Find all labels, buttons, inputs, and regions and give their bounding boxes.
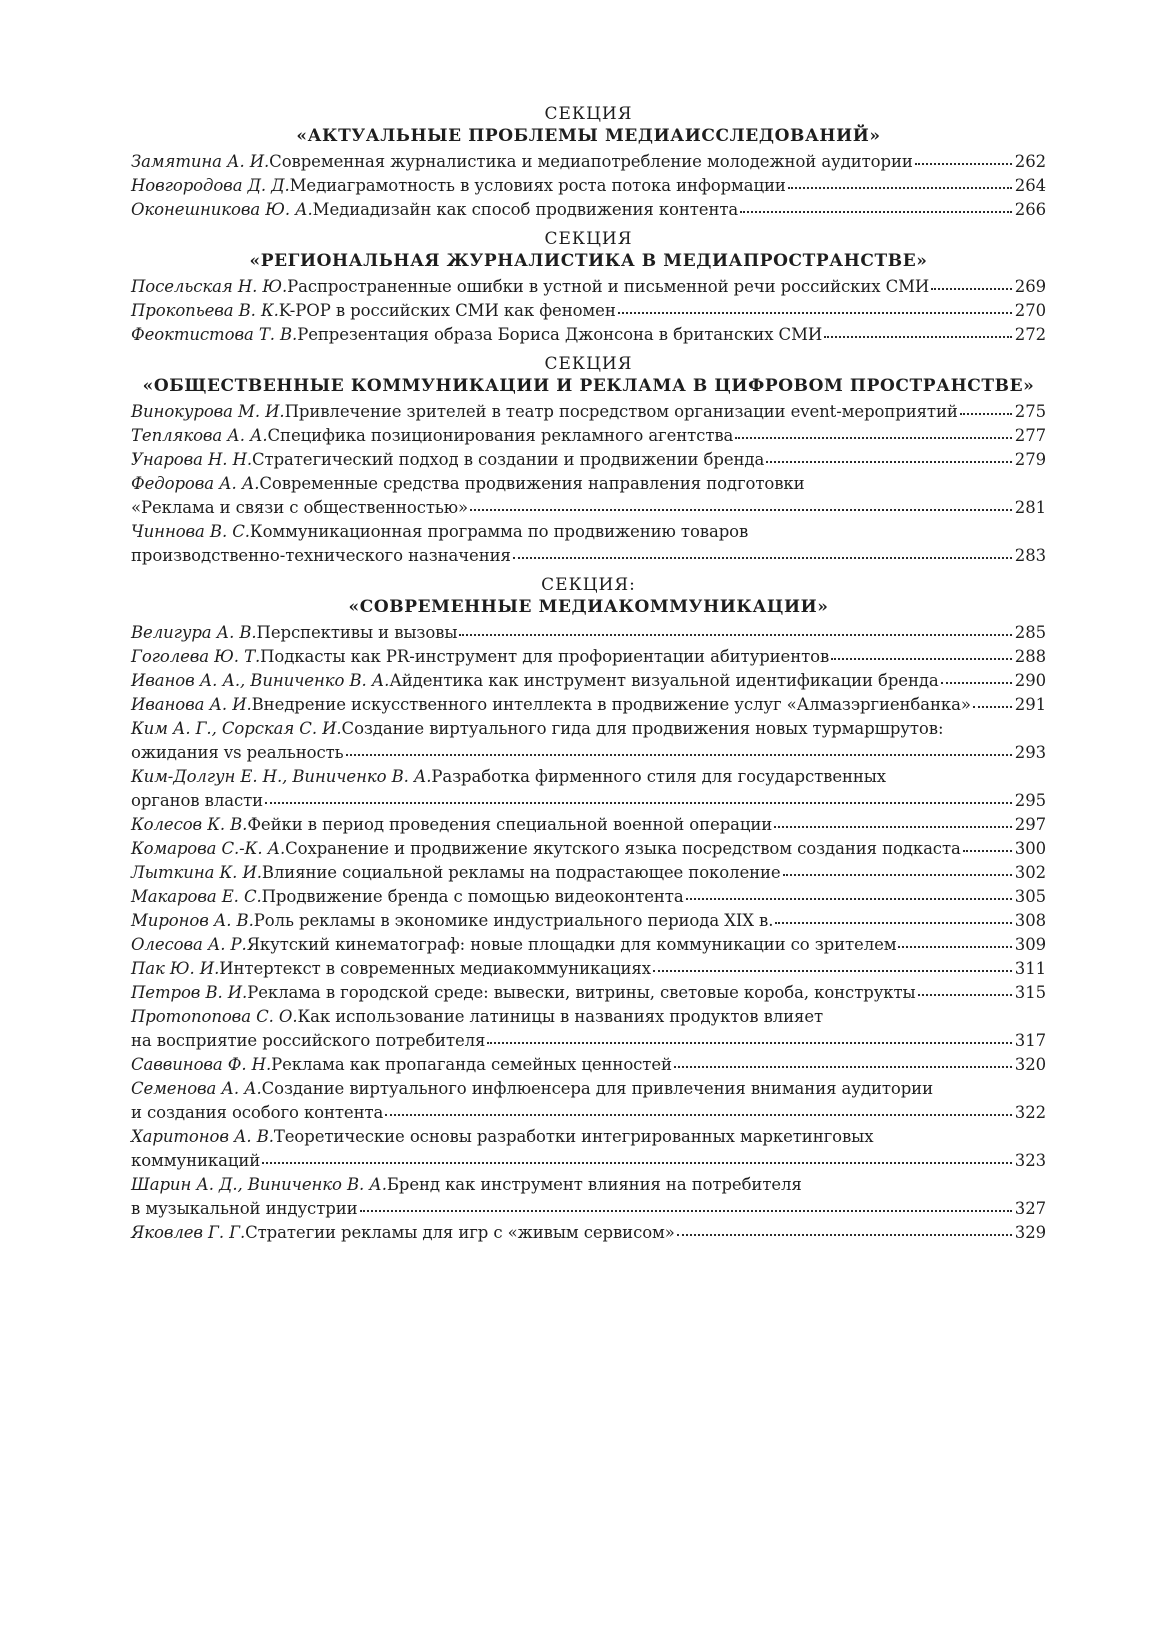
entry-line xyxy=(131,957,1046,981)
entry-title: Реклама как пропаганда семейных ценностей xyxy=(271,1055,672,1074)
entry-line xyxy=(131,275,1046,299)
section-title: «СОВРЕМЕННЫЕ МЕДИАКОММУНИКАЦИИ» xyxy=(348,597,829,617)
toc-section xyxy=(131,354,1046,568)
entry-title-continued: «Реклама и связи с общественностью» xyxy=(131,498,469,517)
entry-title-continued: ожидания vs реальность xyxy=(131,743,344,762)
dot-leader xyxy=(931,278,1012,292)
entry-line xyxy=(131,1005,1046,1029)
toc-entry xyxy=(131,621,1046,645)
entry-line xyxy=(131,645,1046,669)
entry-title: Коммуникационная программа по продвижению товаров xyxy=(249,522,749,541)
entry-line xyxy=(131,1221,1046,1245)
dot-leader xyxy=(766,451,1012,465)
entry-line xyxy=(131,424,1046,448)
entry-line xyxy=(131,789,1046,813)
entry-page-number: 277 xyxy=(1014,426,1046,445)
entry-line xyxy=(131,150,1046,174)
toc-entry xyxy=(131,1053,1046,1077)
toc-entry xyxy=(131,957,1046,981)
entry-line xyxy=(131,496,1046,520)
entry-line xyxy=(131,1101,1046,1125)
entry-author: Посельская Н. Ю. xyxy=(131,277,288,296)
entry-page-number: 270 xyxy=(1014,301,1046,320)
entry-title: Перспективы и вызовы xyxy=(256,623,458,642)
entry-line xyxy=(131,520,1046,544)
entry-page-number: 281 xyxy=(1014,498,1046,517)
section-label: СЕКЦИЯ: xyxy=(541,575,636,595)
entry-page-number: 272 xyxy=(1014,325,1046,344)
toc-entry xyxy=(131,323,1046,347)
entry-page-number: 275 xyxy=(1014,402,1046,421)
section-label: СЕКЦИЯ xyxy=(544,354,633,374)
dot-leader xyxy=(618,302,1012,316)
entry-title: Подкасты как PR-инструмент для профориентации абитуриентов xyxy=(260,647,830,666)
entry-author: Оконешникова Ю. А. xyxy=(131,200,313,219)
dot-leader xyxy=(735,427,1012,441)
entry-author: Теплякова А. А. xyxy=(131,426,268,445)
entry-title: Медиаграмотность в условиях роста потока информации xyxy=(289,176,786,195)
entry-author: Миронов А. В. xyxy=(131,911,254,930)
entry-page-number: 317 xyxy=(1014,1031,1046,1050)
entry-line xyxy=(131,1149,1046,1173)
entry-author: Семенова А. А. xyxy=(131,1079,262,1098)
entry-page-number: 323 xyxy=(1014,1151,1046,1170)
entry-author: Саввинова Ф. Н. xyxy=(131,1055,272,1074)
entry-title: Продвижение бренда с помощью видеоконтента xyxy=(261,887,684,906)
section-label: СЕКЦИЯ xyxy=(544,104,633,124)
entry-title: Айдентика как инструмент визуальной идентификации бренда xyxy=(389,671,939,690)
entry-page-number: 295 xyxy=(1014,791,1046,810)
entry-page-number: 264 xyxy=(1014,176,1046,195)
dot-leader xyxy=(775,912,1011,926)
dot-leader xyxy=(686,888,1012,902)
dot-leader xyxy=(963,840,1012,854)
entry-author: Ким А. Г., Сорская С. И. xyxy=(131,719,342,738)
dot-leader xyxy=(788,177,1012,191)
entry-page-number: 285 xyxy=(1014,623,1046,642)
dot-leader xyxy=(783,864,1012,878)
entry-author: Велигура А. В. xyxy=(131,623,257,642)
toc-entry xyxy=(131,520,1046,568)
entry-author: Пак Ю. И. xyxy=(131,959,220,978)
toc-entry xyxy=(131,981,1046,1005)
entry-title: Бренд как инструмент влияния на потребителя xyxy=(386,1175,802,1194)
entry-title-continued: коммуникаций xyxy=(131,1151,261,1170)
entry-author: Комарова С.-К. А. xyxy=(131,839,286,858)
entry-line xyxy=(131,621,1046,645)
section-title: «АКТУАЛЬНЫЕ ПРОБЛЕМЫ МЕДИАИССЛЕДОВАНИЙ» xyxy=(296,126,881,146)
entry-page-number: 297 xyxy=(1014,815,1046,834)
entry-line xyxy=(131,198,1046,222)
entry-author: Шарин А. Д., Виниченко В. А. xyxy=(131,1175,387,1194)
entry-author: Новгородова Д. Д. xyxy=(131,176,290,195)
entry-page-number: 283 xyxy=(1014,546,1046,565)
toc-entry xyxy=(131,198,1046,222)
entry-title: K-POP в российских СМИ как феномен xyxy=(278,301,616,320)
entry-author: Петров В. И. xyxy=(131,983,248,1002)
toc-section xyxy=(131,104,1046,222)
entry-page-number: 315 xyxy=(1014,983,1046,1002)
entry-line xyxy=(131,813,1046,837)
entry-page-number: 290 xyxy=(1014,671,1046,690)
entry-title: Роль рекламы в экономике индустриального периода XIX в. xyxy=(253,911,774,930)
entry-author: Феоктистова Т. В. xyxy=(131,325,298,344)
dot-leader xyxy=(470,499,1012,513)
toc-section xyxy=(131,575,1046,1245)
entry-line xyxy=(131,861,1046,885)
toc-entry xyxy=(131,861,1046,885)
dot-leader xyxy=(513,547,1012,561)
entry-page-number: 311 xyxy=(1014,959,1046,978)
entry-title: Реклама в городской среде: вывески, витрины, световые короба, конструкты xyxy=(247,983,916,1002)
entry-title-continued: производственно-технического назначения xyxy=(131,546,511,565)
toc-entry xyxy=(131,472,1046,520)
toc-section xyxy=(131,229,1046,347)
toc-entry xyxy=(131,174,1046,198)
entry-line xyxy=(131,741,1046,765)
dot-leader xyxy=(459,624,1011,638)
entry-page-number: 302 xyxy=(1014,863,1046,882)
toc-entry xyxy=(131,933,1046,957)
entry-title: Распространенные ошибки в устной и письменной речи российских СМИ xyxy=(287,277,930,296)
toc-entry xyxy=(131,299,1046,323)
dot-leader xyxy=(487,1032,1011,1046)
entry-title: Современные средства продвижения направления подготовки xyxy=(259,474,805,493)
entry-page-number: 305 xyxy=(1014,887,1046,906)
entry-page-number: 262 xyxy=(1014,152,1046,171)
entry-author: Колесов К. В. xyxy=(131,815,248,834)
toc-entry xyxy=(131,1077,1046,1125)
entry-page-number: 300 xyxy=(1014,839,1046,858)
dot-leader xyxy=(740,201,1012,215)
entry-title: Медиадизайн как способ продвижения контента xyxy=(312,200,739,219)
entry-title: Специфика позиционирования рекламного агентства xyxy=(267,426,734,445)
entry-author: Иванова А. И. xyxy=(131,695,252,714)
entry-title: Создание виртуального инфлюенсера для привлечения внимания аудитории xyxy=(261,1079,933,1098)
entry-line xyxy=(131,1125,1046,1149)
entry-title: Интертекст в современных медиакоммуникациях xyxy=(219,959,651,978)
toc-entry xyxy=(131,150,1046,174)
dot-leader xyxy=(918,984,1012,998)
dot-leader xyxy=(674,1056,1012,1070)
entry-line xyxy=(131,693,1046,717)
entry-line xyxy=(131,1029,1046,1053)
entry-line xyxy=(131,1077,1046,1101)
entry-line xyxy=(131,885,1046,909)
toc-entry xyxy=(131,400,1046,424)
entry-line xyxy=(131,323,1046,347)
entry-title: Сохранение и продвижение якутского языка посредством создания подкаста xyxy=(285,839,961,858)
entry-line xyxy=(131,544,1046,568)
dot-leader xyxy=(960,403,1012,417)
entry-line xyxy=(131,1173,1046,1197)
toc-entry xyxy=(131,424,1046,448)
toc-entry xyxy=(131,1173,1046,1221)
toc-entry xyxy=(131,275,1046,299)
entry-line xyxy=(131,400,1046,424)
dot-leader xyxy=(824,326,1012,340)
section-title: «ОБЩЕСТВЕННЫЕ КОММУНИКАЦИИ И РЕКЛАМА В ЦИФРОВОМ ПРОСТРАНСТВЕ» xyxy=(142,376,1035,396)
dot-leader xyxy=(677,1224,1012,1238)
entry-title: Влияние социальной рекламы на подрастающее поколение xyxy=(261,863,781,882)
dot-leader xyxy=(941,672,1012,686)
dot-leader xyxy=(973,696,1012,710)
dot-leader xyxy=(653,960,1012,974)
entry-line xyxy=(131,299,1046,323)
entry-author: Прокопьева В. К. xyxy=(131,301,279,320)
entry-title: Стратегический подход в создании и продвижении бренда xyxy=(252,450,765,469)
entry-author: Иванов А. А., Виниченко В. А. xyxy=(131,671,390,690)
entry-page-number: 291 xyxy=(1014,695,1046,714)
entry-author: Гоголева Ю. Т. xyxy=(131,647,261,666)
toc-entry xyxy=(131,1125,1046,1173)
dot-leader xyxy=(898,936,1011,950)
dot-leader xyxy=(265,792,1012,806)
entry-title: Внедрение искусственного интеллекта в продвижение услуг «Алмазэргиенбанка» xyxy=(251,695,971,714)
entry-line xyxy=(131,472,1046,496)
entry-page-number: 269 xyxy=(1014,277,1046,296)
entry-title: Теоретические основы разработки интегрированных маркетинговых xyxy=(273,1127,874,1146)
toc-entry xyxy=(131,885,1046,909)
entry-title: Фейки в период проведения специальной военной операции xyxy=(247,815,773,834)
entry-line xyxy=(131,174,1046,198)
entry-title: Современная журналистика и медиапотребление молодежной аудитории xyxy=(269,152,913,171)
dot-leader xyxy=(774,816,1012,830)
toc-entry xyxy=(131,1005,1046,1053)
entry-author: Протопопова С. О. xyxy=(131,1007,298,1026)
entry-page-number: 329 xyxy=(1014,1223,1046,1242)
entry-line xyxy=(131,669,1046,693)
dot-leader xyxy=(262,1152,1012,1166)
entry-author: Федорова А. А. xyxy=(131,474,260,493)
entry-line xyxy=(131,933,1046,957)
dot-leader xyxy=(385,1104,1012,1118)
dot-leader xyxy=(360,1200,1012,1214)
table-of-contents xyxy=(131,104,1046,1245)
entry-author: Замятина А. И. xyxy=(131,152,270,171)
entry-line xyxy=(131,448,1046,472)
toc-entry xyxy=(131,669,1046,693)
entry-title: Как использование латиницы в названиях продуктов влияет xyxy=(297,1007,824,1026)
entry-title-continued: органов власти xyxy=(131,791,264,810)
entry-title: Стратегии рекламы для игр с «живым сервисом» xyxy=(245,1223,675,1242)
entry-title-continued: на восприятие российского потребителя xyxy=(131,1031,486,1050)
dot-leader xyxy=(915,153,1012,167)
entry-page-number: 320 xyxy=(1014,1055,1046,1074)
entry-title: Привлечение зрителей в театр посредством организации event-мероприятий xyxy=(284,402,958,421)
toc-entry xyxy=(131,645,1046,669)
entry-title: Якутский кинематограф: новые площадки для коммуникации со зрителем xyxy=(246,935,897,954)
entry-page-number: 309 xyxy=(1014,935,1046,954)
entry-author: Яковлев Г. Г. xyxy=(131,1223,246,1242)
entry-page-number: 293 xyxy=(1014,743,1046,762)
entry-page-number: 327 xyxy=(1014,1199,1046,1218)
entry-author: Лыткина К. И. xyxy=(131,863,262,882)
entry-line xyxy=(131,909,1046,933)
entry-page-number: 279 xyxy=(1014,450,1046,469)
entry-author: Харитонов А. В. xyxy=(131,1127,274,1146)
toc-entry xyxy=(131,813,1046,837)
entry-page-number: 322 xyxy=(1014,1103,1046,1122)
entry-title-continued: в музыкальной индустрии xyxy=(131,1199,358,1218)
toc-entry xyxy=(131,717,1046,765)
toc-entry xyxy=(131,448,1046,472)
toc-entry xyxy=(131,765,1046,813)
entry-author: Макарова Е. С. xyxy=(131,887,262,906)
entry-title: Создание виртуального гида для продвижения новых турмаршрутов: xyxy=(341,719,944,738)
toc-entry xyxy=(131,837,1046,861)
dot-leader xyxy=(346,744,1012,758)
toc-entry xyxy=(131,1221,1046,1245)
section-label: СЕКЦИЯ xyxy=(544,229,633,249)
entry-page-number: 266 xyxy=(1014,200,1046,219)
entry-author: Ким-Долгун Е. Н., Виниченко В. А. xyxy=(131,767,432,786)
entry-author: Олесова А. Р. xyxy=(131,935,247,954)
entry-author: Винокурова М. И. xyxy=(131,402,285,421)
entry-page-number: 308 xyxy=(1014,911,1046,930)
entry-line xyxy=(131,717,1046,741)
entry-author: Унарова Н. Н. xyxy=(131,450,253,469)
dot-leader xyxy=(831,648,1012,662)
entry-line xyxy=(131,981,1046,1005)
entry-title-continued: и создания особого контента xyxy=(131,1103,384,1122)
toc-entry xyxy=(131,909,1046,933)
toc-entry xyxy=(131,693,1046,717)
entry-line xyxy=(131,765,1046,789)
entry-author: Чиннова В. С. xyxy=(131,522,250,541)
entry-page-number: 288 xyxy=(1014,647,1046,666)
entry-line xyxy=(131,1197,1046,1221)
entry-line xyxy=(131,1053,1046,1077)
section-title: «РЕГИОНАЛЬНАЯ ЖУРНАЛИСТИКА В МЕДИАПРОСТРАНСТВЕ» xyxy=(249,251,928,271)
entry-line xyxy=(131,837,1046,861)
entry-title: Репрезентация образа Бориса Джонсона в британских СМИ xyxy=(297,325,823,344)
entry-title: Разработка фирменного стиля для государственных xyxy=(431,767,887,786)
